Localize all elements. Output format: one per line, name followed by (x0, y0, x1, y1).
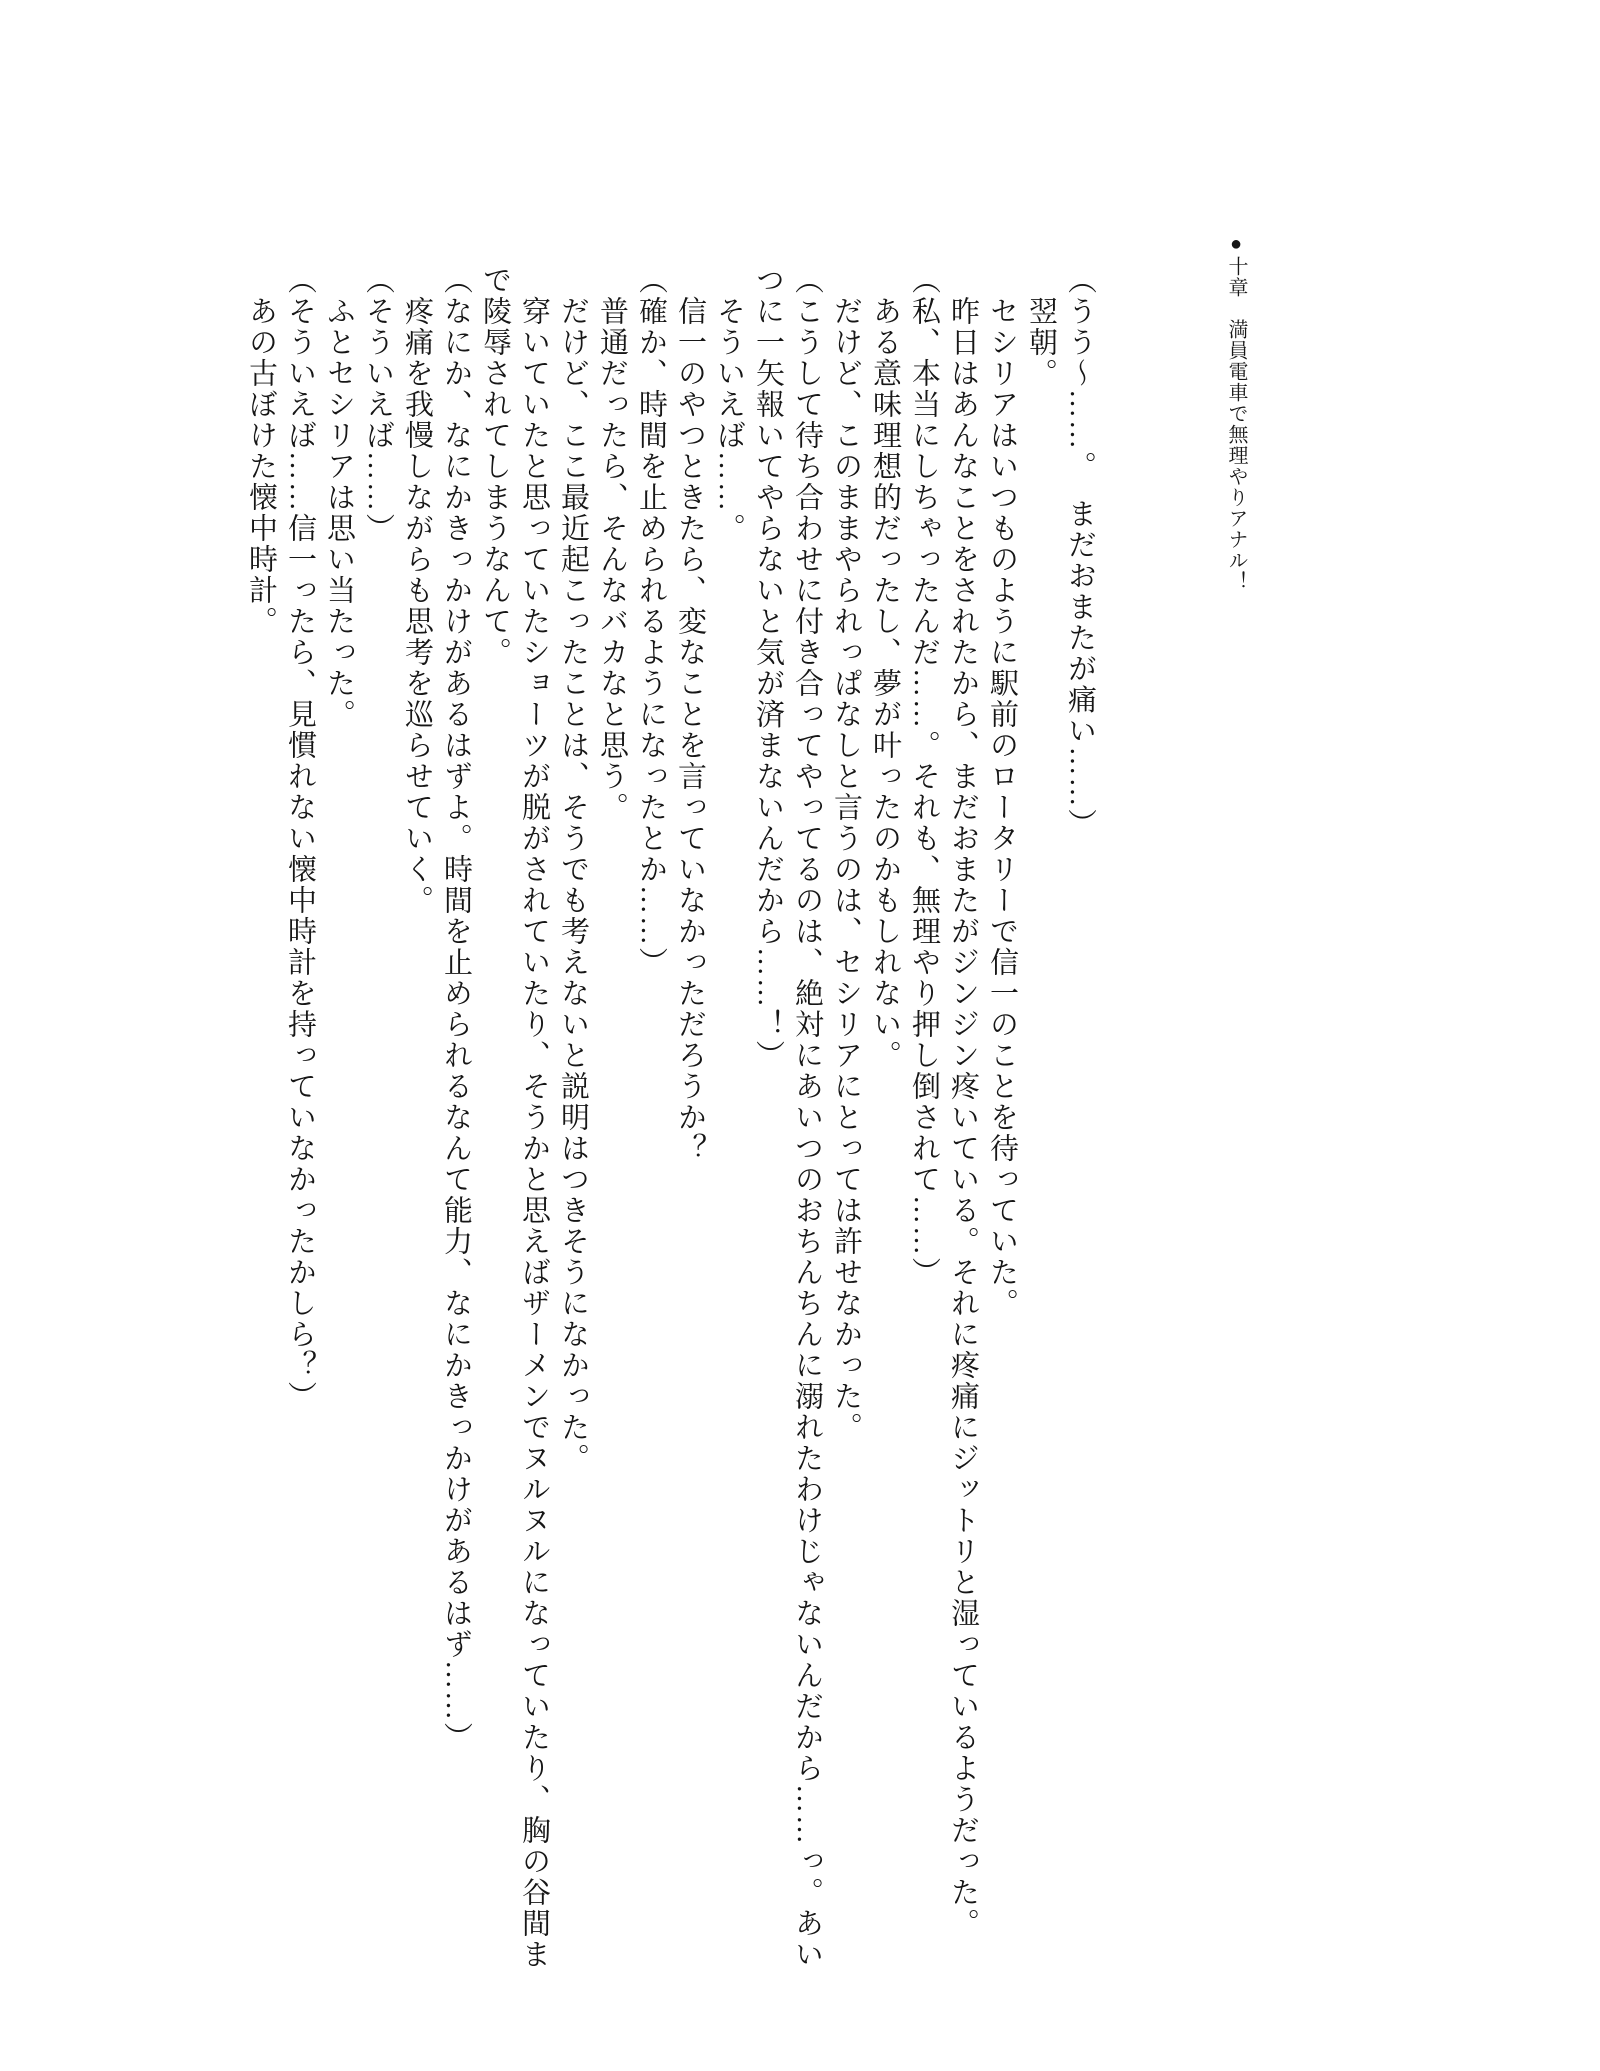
text-column: そういえば……。 (713, 296, 745, 544)
text-column: つに一矢報いてやらないと気が済まないんだから……！） (752, 265, 784, 1071)
text-column: （こうして待ち合わせに付き合ってやってるのは、絶対にあいつのおちんちんに溺れたわけじゃないんだから……っ。あい (791, 265, 823, 1970)
text-column: ある意味理想的だったし、夢が叶ったのかもしれない。 (869, 296, 901, 1071)
text-column: あの古ぼけた懐中時計。 (245, 296, 277, 637)
text-column: 信一のやつときたら、変なことを言っていなかっただろうか？ (674, 296, 706, 1164)
text-column: 翌朝。 (1025, 296, 1057, 389)
text-column: 疼痛を我慢しながらも思考を巡らせていく。 (401, 296, 433, 916)
text-column: （私、本当にしちゃったんだ……。それも、無理やり押し倒されて……） (908, 265, 940, 1288)
text-column: （そういえば……信一ったら、見慣れない懐中時計を持っていなかったかしら？） (284, 265, 316, 1412)
text-column: セシリアはいつものように駅前のロータリーで信一のことを待っていた。 (986, 296, 1018, 1319)
text-column: 穿いていたと思っていたショーツが脱がされていたり、そうかと思えばザーメンでヌルヌルになっていたり、胸の谷間ま (518, 296, 550, 1970)
text-column: （うう〜……。 まだおまたが痛い……） (1064, 265, 1096, 840)
text-column: （なにか、なにかきっかけがあるはずよ。時間を止められるなんて能力、なにかきっかけがあるはず……） (440, 265, 472, 1753)
text-column: （確か、時間を止められるようになったとか……） (635, 265, 667, 978)
text-column: ふとセシリアは思い当たった。 (323, 296, 355, 730)
text-block (241, 233, 1255, 1970)
text-column: 普通だったら、そんなバカなと思う。 (596, 296, 628, 823)
text-column: （そういえば……） (362, 265, 394, 544)
text-column: で陵辱されてしまうなんて。 (479, 265, 511, 668)
chapter-heading: ●十章 満員電車で無理やりアナル！ (1225, 233, 1247, 592)
text-column: だけど、このままやられっぱなしと言うのは、セシリアにとっては許せなかった。 (830, 296, 862, 1443)
text-column: だけど、ここ最近起こったことは、そうでも考えないと説明はつきそうになかった。 (557, 296, 589, 1474)
text-column: 昨日はあんなことをされたから、まだおまたがジンジン疼いている。それに疼痛にジットリと湿っているようだった。 (947, 296, 979, 1939)
